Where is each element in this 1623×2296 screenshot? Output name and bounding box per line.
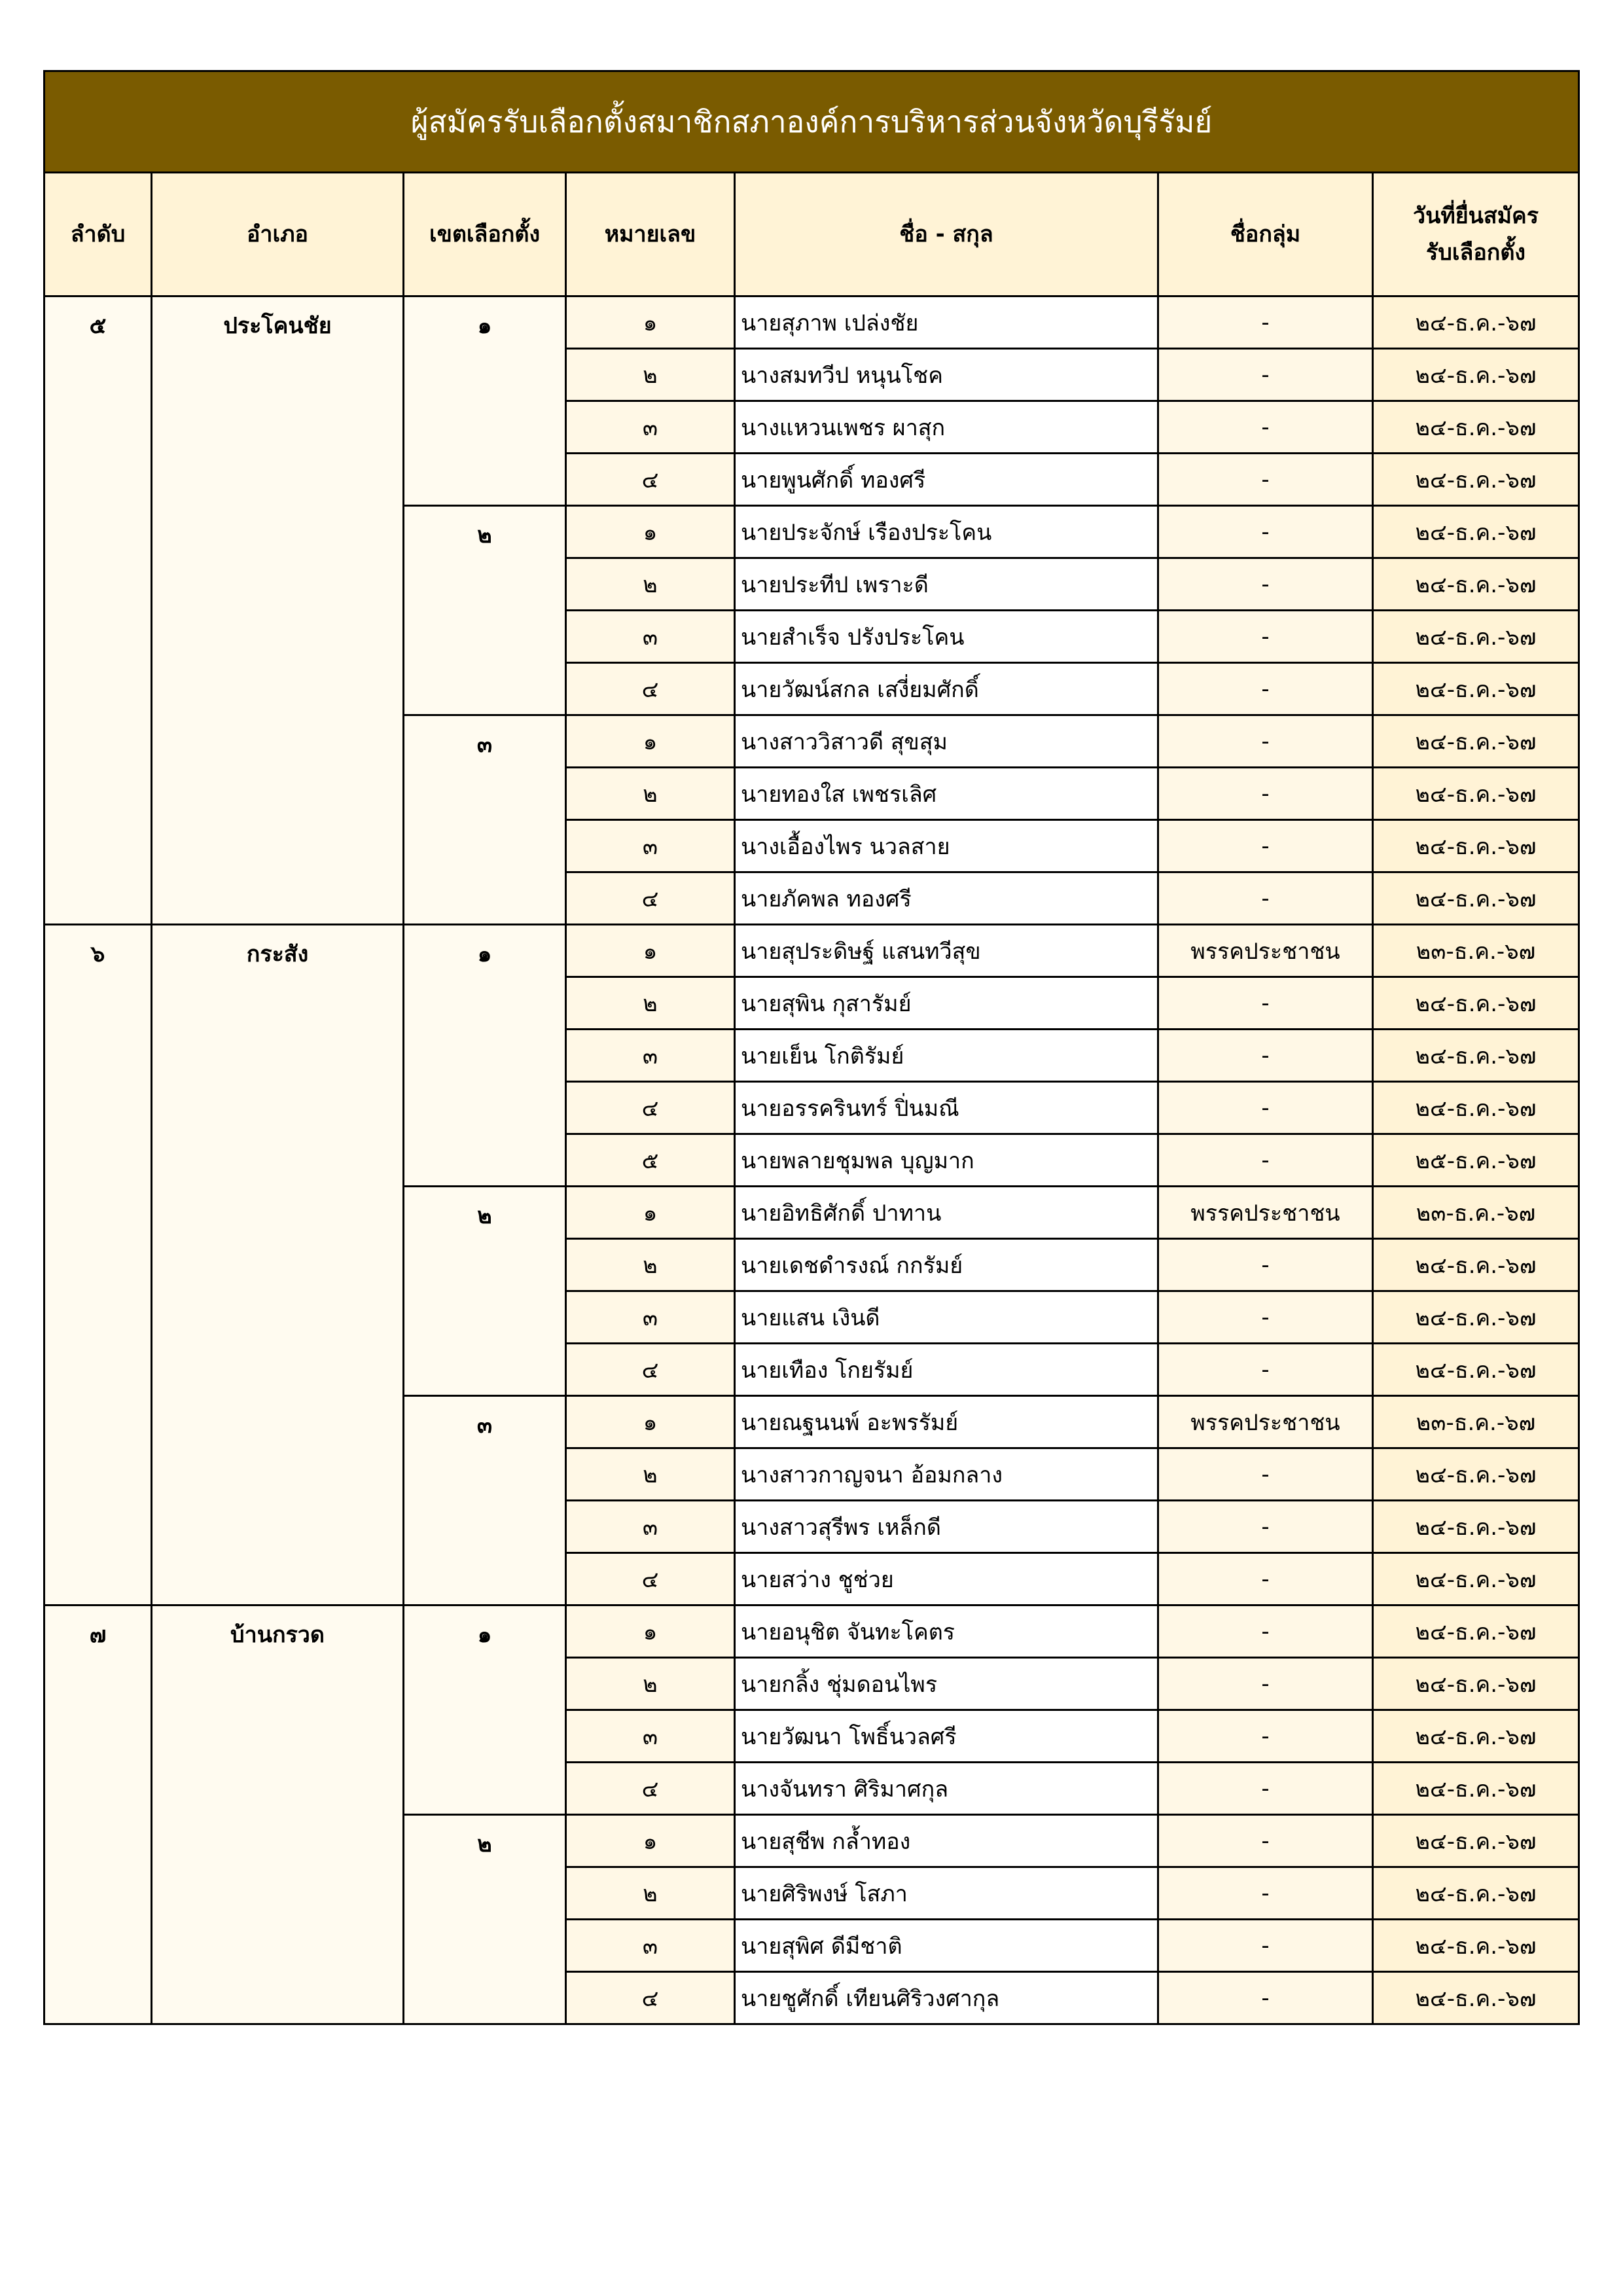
name-cell: นายอิทธิศักดิ์ ปาทาน <box>735 1187 1158 1239</box>
party-cell: - <box>1158 1658 1373 1710</box>
header-date <box>1373 173 1579 296</box>
name-cell: นายเดชดำรงณ์ กกรัมย์ <box>735 1239 1158 1291</box>
name-cell: นางสาววิสาวดี สุขสุม <box>735 715 1158 768</box>
number-cell: ๓ <box>566 1291 735 1344</box>
party-cell: - <box>1158 1867 1373 1920</box>
date-cell: ๒๔-ธ.ค.-๖๗ <box>1373 872 1579 925</box>
party-cell: - <box>1158 349 1373 401</box>
number-cell: ๒ <box>566 1867 735 1920</box>
date-cell: ๒๔-ธ.ค.-๖๗ <box>1373 1867 1579 1920</box>
date-cell: ๒๔-ธ.ค.-๖๗ <box>1373 454 1579 506</box>
name-cell: นายเย็น โกติรัมย์ <box>735 1030 1158 1082</box>
name-cell: นางแหวนเพชร ผาสุก <box>735 401 1158 454</box>
date-cell: ๒๔-ธ.ค.-๖๗ <box>1373 1920 1579 1972</box>
name-cell: นายประทีป เพราะดี <box>735 558 1158 611</box>
name-cell: นายสุประดิษฐ์ แสนทวีสุข <box>735 925 1158 977</box>
number-cell: ๓ <box>566 1030 735 1082</box>
zone-cell: ๒ <box>404 1815 566 2024</box>
header-date-line2: รับเลือกตั้ง <box>1426 240 1526 266</box>
date-cell: ๒๔-ธ.ค.-๖๗ <box>1373 1710 1579 1763</box>
date-cell: ๒๔-ธ.ค.-๖๗ <box>1373 1030 1579 1082</box>
party-cell: - <box>1158 977 1373 1030</box>
number-cell: ๓ <box>566 820 735 872</box>
number-cell: ๑ <box>566 715 735 768</box>
name-cell: นางสาวกาญจนา อ้อมกลาง <box>735 1448 1158 1501</box>
table-row <box>45 925 1579 977</box>
number-cell: ๑ <box>566 1605 735 1658</box>
number-cell: ๒ <box>566 977 735 1030</box>
number-cell: ๒ <box>566 1239 735 1291</box>
date-cell: ๒๔-ธ.ค.-๖๗ <box>1373 1239 1579 1291</box>
number-cell: ๔ <box>566 1972 735 2024</box>
header-name: ชื่อ - สกุล <box>735 173 1158 296</box>
number-cell: ๔ <box>566 872 735 925</box>
number-cell: ๓ <box>566 1710 735 1763</box>
order-cell: ๖ <box>45 925 152 1605</box>
name-cell: นายสุพิศ ดีมีชาติ <box>735 1920 1158 1972</box>
party-cell: พรรคประชาชน <box>1158 1187 1373 1239</box>
header-order: ลำดับ <box>45 173 152 296</box>
number-cell: ๔ <box>566 1553 735 1605</box>
name-cell: นางสาวสุรีพร เหล็กดี <box>735 1501 1158 1553</box>
party-cell: - <box>1158 1920 1373 1972</box>
date-cell: ๒๔-ธ.ค.-๖๗ <box>1373 506 1579 558</box>
name-cell: นายวัฒนา โพธิ์นวลศรี <box>735 1710 1158 1763</box>
zone-cell: ๑ <box>404 1605 566 1815</box>
number-cell: ๒ <box>566 768 735 820</box>
number-cell: ๑ <box>566 506 735 558</box>
table-row <box>45 1605 1579 1658</box>
order-cell: ๗ <box>45 1605 152 2024</box>
date-cell: ๒๔-ธ.ค.-๖๗ <box>1373 1291 1579 1344</box>
zone-cell: ๒ <box>404 506 566 715</box>
date-cell: ๒๔-ธ.ค.-๖๗ <box>1373 296 1579 349</box>
header-party: ชื่อกลุ่ม <box>1158 173 1373 296</box>
date-cell: ๒๔-ธ.ค.-๖๗ <box>1373 715 1579 768</box>
number-cell: ๔ <box>566 454 735 506</box>
header-amphoe: อำเภอ <box>152 173 404 296</box>
date-cell: ๒๔-ธ.ค.-๖๗ <box>1373 1344 1579 1396</box>
party-cell: - <box>1158 1710 1373 1763</box>
header-row <box>45 173 1579 296</box>
name-cell: นายสว่าง ชูช่วย <box>735 1553 1158 1605</box>
party-cell: - <box>1158 1134 1373 1187</box>
date-cell: ๒๔-ธ.ค.-๖๗ <box>1373 663 1579 715</box>
party-cell: - <box>1158 1030 1373 1082</box>
name-cell: นายทองใส เพชรเลิศ <box>735 768 1158 820</box>
date-cell: ๒๕-ธ.ค.-๖๗ <box>1373 1134 1579 1187</box>
party-cell: - <box>1158 663 1373 715</box>
party-cell: - <box>1158 454 1373 506</box>
name-cell: นายสุพิน กุสารัมย์ <box>735 977 1158 1030</box>
number-cell: ๓ <box>566 401 735 454</box>
party-cell: - <box>1158 1344 1373 1396</box>
number-cell: ๓ <box>566 1501 735 1553</box>
number-cell: ๑ <box>566 1815 735 1867</box>
name-cell: นายสุภาพ เปล่งชัย <box>735 296 1158 349</box>
date-cell: ๒๓-ธ.ค.-๖๗ <box>1373 1187 1579 1239</box>
number-cell: ๓ <box>566 611 735 663</box>
party-cell: - <box>1158 715 1373 768</box>
party-cell: - <box>1158 1082 1373 1134</box>
date-cell: ๒๔-ธ.ค.-๖๗ <box>1373 1605 1579 1658</box>
name-cell: นายพลายชุมพล บุญมาก <box>735 1134 1158 1187</box>
name-cell: นายพูนศักดิ์ ทองศรี <box>735 454 1158 506</box>
date-cell: ๒๔-ธ.ค.-๖๗ <box>1373 1815 1579 1867</box>
party-cell: - <box>1158 1448 1373 1501</box>
date-cell: ๒๔-ธ.ค.-๖๗ <box>1373 820 1579 872</box>
date-cell: ๒๔-ธ.ค.-๖๗ <box>1373 1501 1579 1553</box>
candidate-table <box>43 70 1580 2025</box>
party-cell: - <box>1158 1605 1373 1658</box>
date-cell: ๒๔-ธ.ค.-๖๗ <box>1373 1972 1579 2024</box>
party-cell: - <box>1158 1501 1373 1553</box>
party-cell: - <box>1158 401 1373 454</box>
number-cell: ๔ <box>566 663 735 715</box>
name-cell: นายอรรครินทร์ ปิ่นมณี <box>735 1082 1158 1134</box>
zone-cell: ๑ <box>404 925 566 1187</box>
party-cell: พรรคประชาชน <box>1158 1396 1373 1448</box>
name-cell: นางสมทวีป หนุนโชค <box>735 349 1158 401</box>
party-cell: - <box>1158 768 1373 820</box>
name-cell: นายชูศักดิ์ เทียนศิริวงศากุล <box>735 1972 1158 2024</box>
name-cell: นายเทือง โกยรัมย์ <box>735 1344 1158 1396</box>
number-cell: ๓ <box>566 1920 735 1972</box>
party-cell: - <box>1158 1291 1373 1344</box>
name-cell: นายสำเร็จ ปรังประโคน <box>735 611 1158 663</box>
number-cell: ๒ <box>566 349 735 401</box>
date-cell: ๒๔-ธ.ค.-๖๗ <box>1373 611 1579 663</box>
party-cell: - <box>1158 872 1373 925</box>
number-cell: ๒ <box>566 1448 735 1501</box>
header-zone: เขตเลือกตั้ง <box>404 173 566 296</box>
name-cell: นางจันทรา ศิริมาศกุล <box>735 1763 1158 1815</box>
number-cell: ๑ <box>566 296 735 349</box>
party-cell: - <box>1158 1972 1373 2024</box>
party-cell: - <box>1158 558 1373 611</box>
zone-cell: ๓ <box>404 1396 566 1605</box>
name-cell: นายกลิ้ง ชุ่มดอนไพร <box>735 1658 1158 1710</box>
party-cell: พรรคประชาชน <box>1158 925 1373 977</box>
table-body <box>45 296 1579 2024</box>
header-date-line1: วันที่ยื่นสมัคร <box>1412 203 1539 229</box>
name-cell: นายประจักษ์ เรืองประโคน <box>735 506 1158 558</box>
name-cell: นายณฐนนพ์ อะพรรัมย์ <box>735 1396 1158 1448</box>
date-cell: ๒๔-ธ.ค.-๖๗ <box>1373 1448 1579 1501</box>
amphoe-cell: กระสัง <box>152 925 404 1605</box>
order-cell: ๕ <box>45 296 152 925</box>
name-cell: นายอนุชิต จันทะโคตร <box>735 1605 1158 1658</box>
date-cell: ๒๔-ธ.ค.-๖๗ <box>1373 1082 1579 1134</box>
date-cell: ๒๔-ธ.ค.-๖๗ <box>1373 1763 1579 1815</box>
name-cell: นายวัฒน์สกล เสงี่ยมศักดิ์ <box>735 663 1158 715</box>
party-cell: - <box>1158 820 1373 872</box>
date-cell: ๒๔-ธ.ค.-๖๗ <box>1373 1553 1579 1605</box>
party-cell: - <box>1158 1239 1373 1291</box>
zone-cell: ๓ <box>404 715 566 925</box>
number-cell: ๒ <box>566 1658 735 1710</box>
party-cell: - <box>1158 611 1373 663</box>
amphoe-cell: บ้านกรวด <box>152 1605 404 2024</box>
name-cell: นางเอื้องไพร นวลสาย <box>735 820 1158 872</box>
amphoe-cell: ประโคนชัย <box>152 296 404 925</box>
date-cell: ๒๔-ธ.ค.-๖๗ <box>1373 558 1579 611</box>
table-row <box>45 296 1579 349</box>
date-cell: ๒๔-ธ.ค.-๖๗ <box>1373 768 1579 820</box>
party-cell: - <box>1158 1763 1373 1815</box>
date-cell: ๒๔-ธ.ค.-๖๗ <box>1373 349 1579 401</box>
number-cell: ๔ <box>566 1344 735 1396</box>
party-cell: - <box>1158 296 1373 349</box>
date-cell: ๒๓-ธ.ค.-๖๗ <box>1373 925 1579 977</box>
name-cell: นายศิริพงษ์ โสภา <box>735 1867 1158 1920</box>
header-number: หมายเลข <box>566 173 735 296</box>
candidate-sheet <box>43 70 1578 2025</box>
date-cell: ๒๔-ธ.ค.-๖๗ <box>1373 977 1579 1030</box>
date-cell: ๒๔-ธ.ค.-๖๗ <box>1373 401 1579 454</box>
number-cell: ๑ <box>566 925 735 977</box>
zone-cell: ๑ <box>404 296 566 506</box>
number-cell: ๒ <box>566 558 735 611</box>
date-cell: ๒๓-ธ.ค.-๖๗ <box>1373 1396 1579 1448</box>
party-cell: - <box>1158 1815 1373 1867</box>
date-cell: ๒๔-ธ.ค.-๖๗ <box>1373 1658 1579 1710</box>
name-cell: นายภัคพล ทองศรี <box>735 872 1158 925</box>
party-cell: - <box>1158 506 1373 558</box>
table-title: ผู้สมัครรับเลือกตั้งสมาชิกสภาองค์การบริหารส่วนจังหวัดบุรีรัมย์ <box>45 71 1579 173</box>
party-cell: - <box>1158 1553 1373 1605</box>
number-cell: ๔ <box>566 1082 735 1134</box>
number-cell: ๕ <box>566 1134 735 1187</box>
number-cell: ๑ <box>566 1396 735 1448</box>
zone-cell: ๒ <box>404 1187 566 1396</box>
name-cell: นายสุชีพ กล้ำทอง <box>735 1815 1158 1867</box>
name-cell: นายแสน เงินดี <box>735 1291 1158 1344</box>
number-cell: ๑ <box>566 1187 735 1239</box>
number-cell: ๔ <box>566 1763 735 1815</box>
